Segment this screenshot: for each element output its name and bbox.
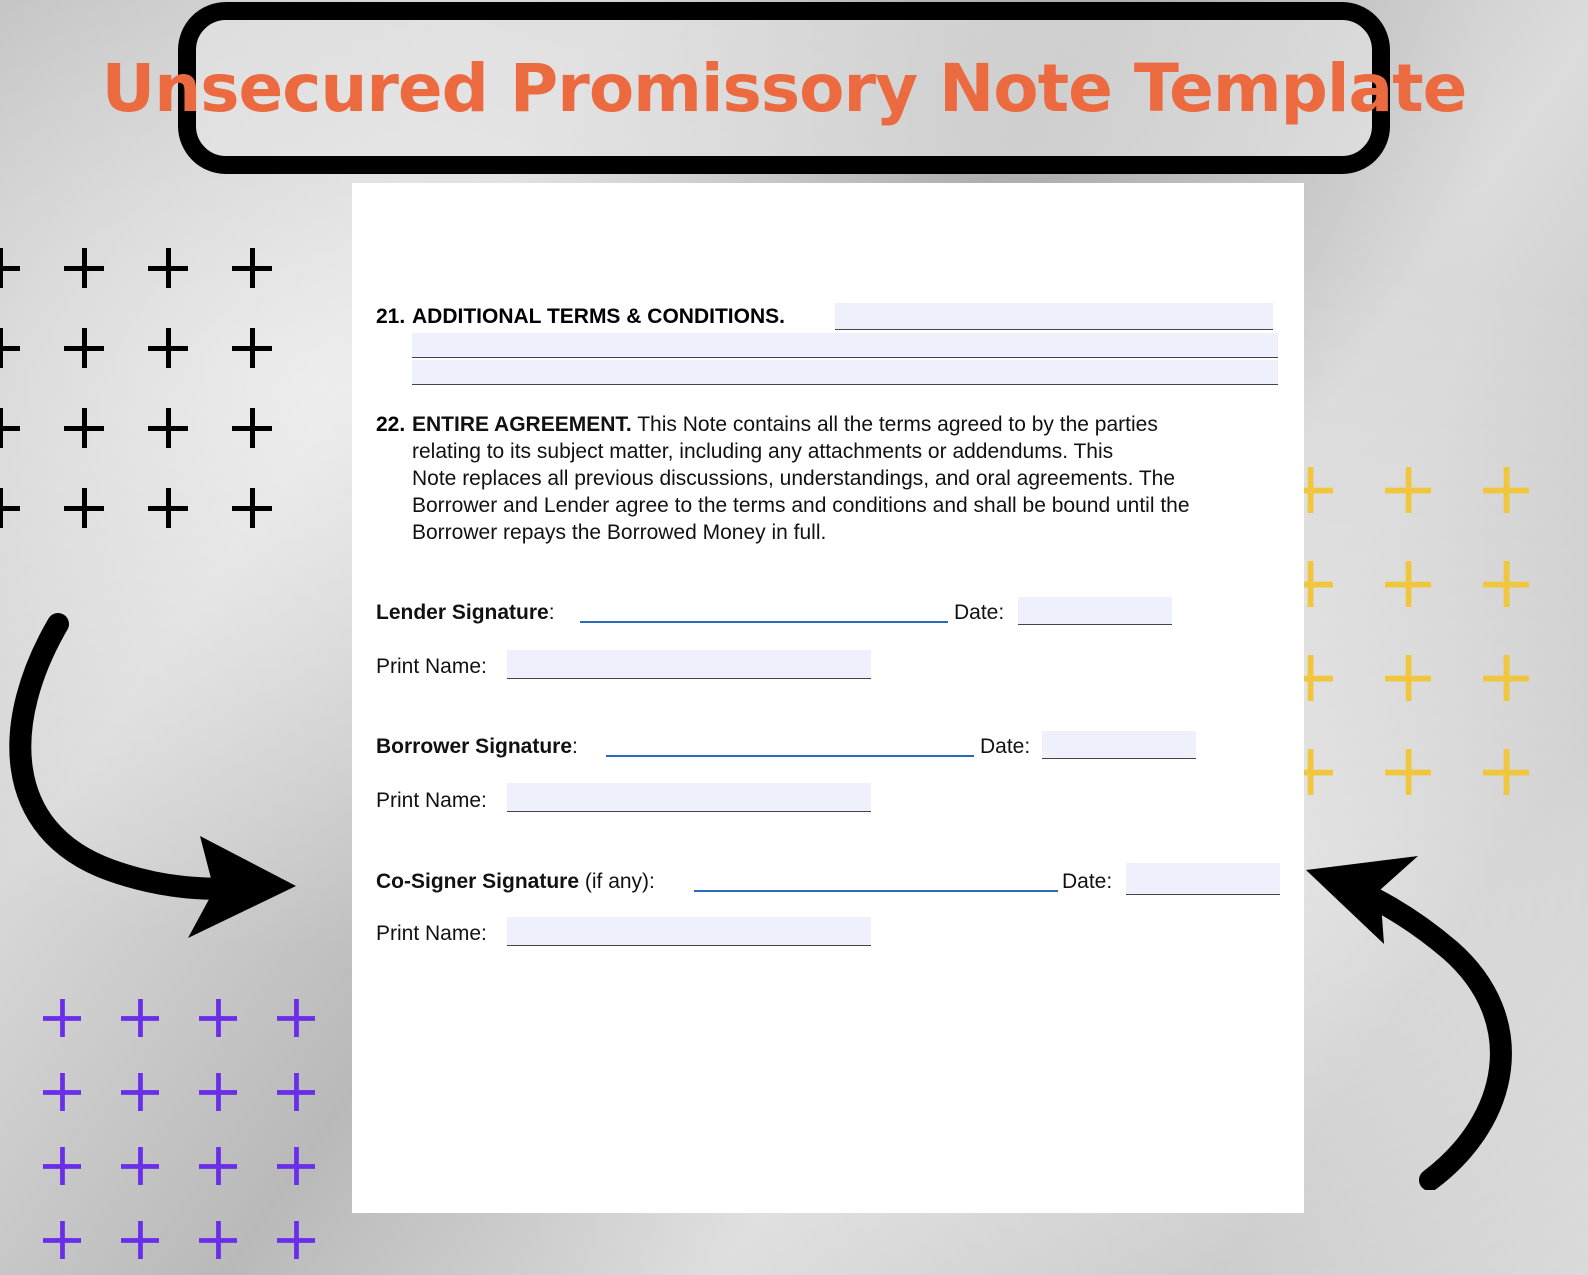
plus-icon (1385, 749, 1431, 795)
plus-icon (1385, 561, 1431, 607)
cosigner-signature-line[interactable] (694, 890, 1058, 892)
plus-icon (1483, 467, 1529, 513)
cosigner-date-field[interactable] (1126, 863, 1280, 895)
plus-icon (199, 1147, 237, 1185)
borrower-date-label: Date: (980, 735, 1031, 758)
lender-print-name-field[interactable] (507, 650, 871, 679)
lender-print-name-label: Print Name: (376, 655, 487, 678)
borrower-signature-label: Borrower Signature: (376, 735, 578, 758)
paragraph-line-1: This Note contains all the terms agreed to by the parties (637, 413, 1158, 436)
paragraph-line-2: relating to its subject matter, including any attachments or addendums. This (412, 440, 1114, 463)
section-21-heading: ADDITIONAL TERMS & CONDITIONS. (412, 305, 785, 328)
lender-date-label: Date: (954, 601, 1005, 624)
curved-arrow-icon (1300, 850, 1560, 1190)
plus-icon (43, 1073, 81, 1111)
plus-icon (64, 488, 104, 528)
plus-icon (0, 488, 20, 528)
plus-icon (277, 1147, 315, 1185)
plus-icon (0, 408, 20, 448)
plus-icon (64, 248, 104, 288)
section-21-number: 21. (376, 305, 406, 328)
plus-icon (199, 1073, 237, 1111)
cosigner-print-name-field[interactable] (507, 917, 871, 946)
additional-terms-field-2[interactable] (412, 333, 1278, 358)
plus-icon (43, 1147, 81, 1185)
borrower-print-name-field[interactable] (507, 783, 871, 812)
cosigner-date-label: Date: (1062, 870, 1113, 893)
lender-date-field[interactable] (1018, 597, 1172, 625)
plus-icon (121, 1221, 159, 1259)
lender-signature-line[interactable] (580, 621, 948, 623)
plus-icon (0, 328, 20, 368)
plus-icon (121, 1073, 159, 1111)
borrower-signature-line[interactable] (606, 755, 974, 757)
plus-icon (43, 999, 81, 1037)
plus-icon (277, 1073, 315, 1111)
plus-icon (1483, 749, 1529, 795)
document-page (352, 183, 1304, 1213)
page-title: Unsecured Promissory Note Template (101, 49, 1467, 127)
plus-icon (64, 328, 104, 368)
curved-arrow-icon (0, 600, 320, 960)
plus-icon (1385, 467, 1431, 513)
additional-terms-field-1[interactable] (835, 303, 1273, 330)
plus-icon (1385, 655, 1431, 701)
cosigner-print-name-label: Print Name: (376, 922, 487, 945)
plus-icon (232, 248, 272, 288)
additional-terms-field-3[interactable] (412, 360, 1278, 385)
plus-icon (277, 1221, 315, 1259)
plus-icon (148, 408, 188, 448)
section-22-number: 22. (376, 413, 406, 436)
plus-icon (64, 408, 104, 448)
plus-icon (277, 999, 315, 1037)
title-banner (101, 2, 1467, 174)
plus-icon (148, 488, 188, 528)
plus-icon (199, 999, 237, 1037)
borrower-date-field[interactable] (1042, 731, 1196, 759)
plus-icon (0, 248, 20, 288)
cosigner-signature-label: Co-Signer Signature (if any): (376, 870, 655, 893)
plus-icon (121, 999, 159, 1037)
paragraph-line-4: Borrower and Lender agree to the terms and conditions and shall be bound until the (412, 494, 1190, 517)
lender-signature-label: Lender Signature: (376, 601, 555, 624)
plus-icon (148, 248, 188, 288)
plus-icon (232, 488, 272, 528)
plus-icon (121, 1147, 159, 1185)
section-22-heading: ENTIRE AGREEMENT. (412, 413, 632, 436)
borrower-print-name-label: Print Name: (376, 789, 487, 812)
plus-icon (1483, 561, 1529, 607)
plus-icon (232, 408, 272, 448)
plus-icon (232, 328, 272, 368)
paragraph-line-3: Note replaces all previous discussions, understandings, and oral agreements. The (412, 467, 1176, 490)
entire-agreement-paragraph (412, 411, 1292, 546)
plus-icon (43, 1221, 81, 1259)
plus-icon (199, 1221, 237, 1259)
plus-icon (148, 328, 188, 368)
plus-icon (1483, 655, 1529, 701)
paragraph-line-5: Borrower repays the Borrowed Money in full. (412, 521, 827, 544)
